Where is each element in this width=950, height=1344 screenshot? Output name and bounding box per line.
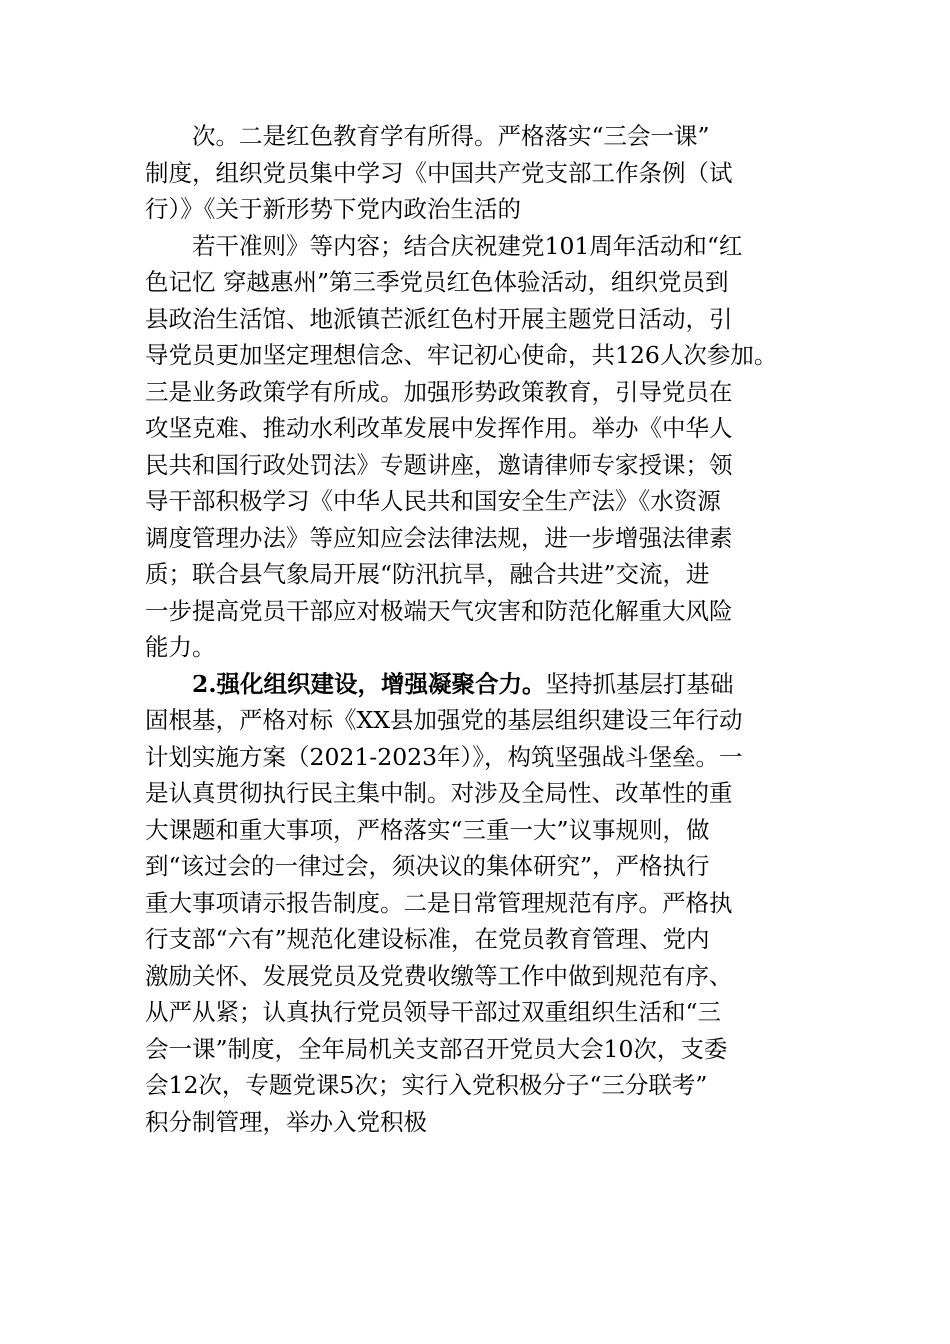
text-line: 民共和国行政处罚法》专题讲座，邀请律师专家授课；领 bbox=[145, 450, 733, 479]
text-line: 导干部积极学习《中华人民共和国安全生产法》《水资源 bbox=[145, 487, 721, 515]
text-line: 重大事项请示报告制度。二是日常管理规范有序。严格执 bbox=[145, 888, 733, 917]
text-line: 积分制管理，举办入党积极 bbox=[145, 1107, 427, 1136]
text-line: 导党员更加坚定理想信念、牢记初心使命，共126人次参加。 bbox=[145, 341, 778, 369]
text-line: 计划实施方案（2021-2023年）》，构筑坚强战斗堡垒。一 bbox=[145, 742, 743, 771]
text-line: 攻坚克难、推动水利改革发展中发挥作用。举办《中华人 bbox=[145, 414, 733, 442]
section-heading: 2.强化组织建设，增强凝聚合力。 bbox=[192, 669, 546, 698]
text-line: 行）》《关于新形势下党内政治生活的 bbox=[145, 195, 521, 223]
text-line: 一步提高党员干部应对极端天气灾害和防范化解重大风险 bbox=[145, 596, 733, 625]
text-line: 到“该过会的一律过会，须决议的集体研究”，严格执行 bbox=[145, 852, 710, 880]
text-line: 县政治生活馆、地派镇芒派红色村开展主题党日活动，引 bbox=[145, 304, 733, 333]
text-line: 激励关怀、发展党员及党费收缴等工作中做到规范有序、 bbox=[145, 961, 733, 990]
text-line: 能力。 bbox=[145, 633, 216, 661]
text-line: 会12次，专题党课5次；实行入党积极分子“三分联考” bbox=[145, 1071, 708, 1099]
text-line: 制度，组织党员集中学习《中国共产党支部工作条例（试 bbox=[145, 158, 733, 187]
body-text bbox=[145, 118, 810, 1140]
text-line: 次。二是红色教育学有所得。严格落实“三会一课” bbox=[192, 122, 710, 150]
text-line: 大课题和重大事项，严格落实“三重一大”议事规则，做 bbox=[145, 815, 710, 844]
text-line: 坚持抓基层打基础 bbox=[545, 669, 734, 698]
text-line: 行支部“六有”规范化建设标准，在党员教育管理、党内 bbox=[145, 925, 710, 953]
text-line: 质；联合县气象局开展“防汛抗旱，融合共进”交流，进 bbox=[145, 560, 710, 588]
text-line: 会一课”制度，全年局机关支部召开党员大会10次，支委 bbox=[145, 1034, 728, 1063]
text-line: 从严从紧；认真执行党员领导干部过双重组织生活和“三 bbox=[145, 998, 722, 1026]
section-heading-line bbox=[145, 666, 810, 703]
text-line: 是认真贯彻执行民主集中制。对涉及全局性、改革性的重 bbox=[145, 779, 733, 807]
text-line: 固根基，严格对标《XX县加强党的基层组织建设三年行动 bbox=[145, 706, 743, 734]
text-line: 若干准则》等内容；结合庆祝建党101周年活动和“红 bbox=[192, 231, 743, 260]
text-line: 三是业务政策学有所成。加强形势政策教育，引导党员在 bbox=[145, 377, 733, 406]
text-line: 调度管理办法》等应知应会法律法规，进一步增强法律素 bbox=[145, 523, 733, 552]
text-line: 色记忆 穿越惠州”第三季党员红色体验活动，组织党员到 bbox=[145, 268, 729, 296]
